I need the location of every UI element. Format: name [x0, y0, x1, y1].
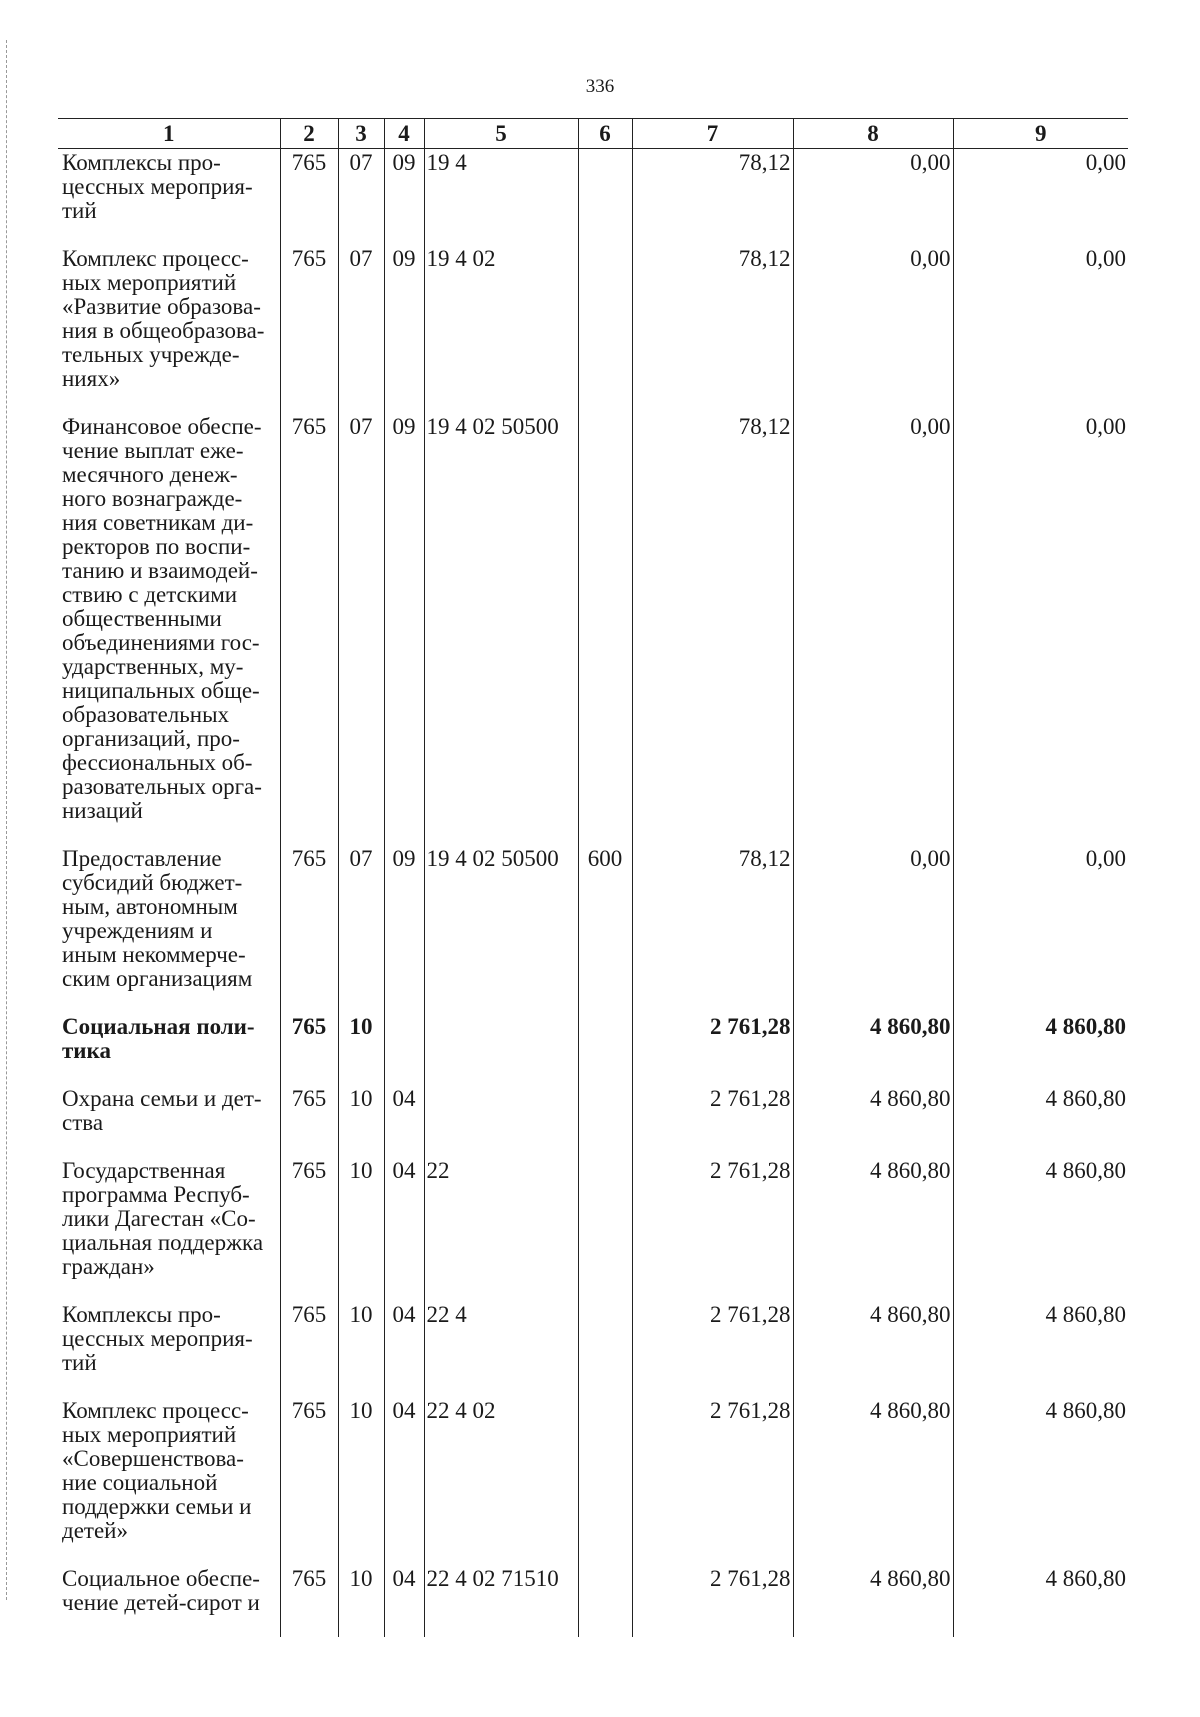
amount-col7-cell: [632, 1565, 793, 1637]
column-header-9: 9: [953, 119, 1128, 149]
row-name-cell-text: Охрана семьи и дет- ства: [62, 1086, 262, 1135]
section-code-cell: [338, 1397, 384, 1565]
section-code-cell-text: 10: [349, 1566, 373, 1591]
subsection-code-cell-text: 09: [392, 846, 416, 871]
amount-col9-cell-text: 4 860,80: [1045, 1086, 1126, 1111]
amount-col7-cell: [632, 1397, 793, 1565]
amount-col8-cell-text: 4 860,80: [870, 1398, 951, 1423]
ministry-code-cell-text: 765: [291, 1566, 327, 1591]
column-header-3: 3: [338, 119, 384, 149]
table-row: [58, 1013, 1128, 1085]
table-row: [58, 1157, 1128, 1301]
subsection-code-cell: [384, 1565, 424, 1637]
header-row: [58, 119, 1128, 149]
amount-col7-cell-text: 78,12: [738, 150, 791, 175]
amount-col7-cell-text: 78,12: [738, 414, 791, 439]
amount-col7-cell-text: 2 761,28: [710, 1302, 791, 1327]
section-code-cell: [338, 1013, 384, 1085]
column-header-7: 7: [632, 119, 793, 149]
amount-col8-cell: [793, 1157, 953, 1301]
ministry-code-cell-text: 765: [291, 1158, 327, 1183]
subsection-code-cell: [384, 1013, 424, 1085]
target-article-cell: [424, 1397, 578, 1565]
amount-col8-cell: [793, 1301, 953, 1397]
subsection-code-cell-text: 04: [392, 1398, 416, 1423]
expense-type-cell: [578, 1565, 632, 1637]
row-name-cell: [58, 413, 280, 845]
row-name-cell: [58, 1157, 280, 1301]
section-code-cell-text: 10: [349, 1086, 373, 1111]
expense-type-cell: [578, 845, 632, 1013]
expense-type-cell: [578, 1085, 632, 1157]
ministry-code-cell-text: 765: [291, 1398, 327, 1423]
subsection-code-cell-text: 04: [392, 1566, 416, 1591]
column-header-1: 1: [58, 119, 280, 149]
target-article-cell-text: 19 4 02: [426, 246, 496, 271]
expense-type-cell: [578, 1157, 632, 1301]
section-code-cell-text: 10: [349, 1158, 373, 1183]
amount-col9-cell-text: 4 860,80: [1045, 1566, 1126, 1591]
amount-col7-cell-text: 78,12: [738, 846, 791, 871]
target-article-cell: [424, 413, 578, 845]
amount-col9-cell-text: 0,00: [1085, 414, 1126, 439]
target-article-cell-text: 22: [426, 1158, 450, 1183]
target-article-cell-text: 19 4 02 50500: [426, 846, 559, 871]
expense-type-cell-text: 600: [587, 846, 623, 871]
amount-col9-cell: [953, 245, 1128, 413]
target-article-cell-text: 22 4 02: [426, 1398, 496, 1423]
table-row: [58, 413, 1128, 845]
ministry-code-cell-text: 765: [291, 414, 327, 439]
amount-col7-cell-text: 2 761,28: [710, 1566, 791, 1591]
subsection-code-cell-text: 09: [392, 150, 416, 175]
section-code-cell: [338, 413, 384, 845]
ministry-code-cell-text: 765: [291, 246, 327, 271]
amount-col9-cell-text: 4 860,80: [1045, 1158, 1126, 1183]
amount-col9-cell-text: 0,00: [1085, 246, 1126, 271]
amount-col9-cell-text: 4 860,80: [1045, 1398, 1126, 1423]
ministry-code-cell: [280, 1397, 338, 1565]
target-article-cell: [424, 149, 578, 246]
amount-col8-cell: [793, 245, 953, 413]
row-name-cell: [58, 1301, 280, 1397]
ministry-code-cell: [280, 149, 338, 246]
amount-col7-cell: [632, 1085, 793, 1157]
amount-col8-cell-text: 0,00: [910, 846, 951, 871]
ministry-code-cell: [280, 1565, 338, 1637]
ministry-code-cell-text: 765: [291, 1086, 327, 1111]
row-name-cell-text: Комплекс процесс- ных мероприятий «Развитие образова- ния в общеобразова- тельных учрежде- ниях»: [62, 246, 265, 391]
subsection-code-cell-text: 09: [392, 414, 416, 439]
amount-col9-cell: [953, 1085, 1128, 1157]
amount-col7-cell-text: 2 761,28: [710, 1086, 791, 1111]
amount-col7-cell: [632, 149, 793, 246]
amount-col7-cell-text: 2 761,28: [710, 1158, 791, 1183]
ministry-code-cell: [280, 1085, 338, 1157]
amount-col8-cell-text: 0,00: [910, 246, 951, 271]
page-number: 336: [585, 76, 615, 97]
ministry-code-cell: [280, 245, 338, 413]
column-header-6: 6: [578, 119, 632, 149]
amount-col9-cell: [953, 845, 1128, 1013]
amount-col8-cell: [793, 845, 953, 1013]
column-header-5: 5: [424, 119, 578, 149]
ministry-code-cell-text: 765: [291, 1014, 327, 1039]
table-row: [58, 149, 1128, 246]
amount-col8-cell-text: 0,00: [910, 414, 951, 439]
target-article-cell-text: 22 4: [426, 1302, 467, 1327]
column-header-8: 8: [793, 119, 953, 149]
ministry-code-cell-text: 765: [291, 846, 327, 871]
amount-col9-cell: [953, 1565, 1128, 1637]
section-code-cell-text: 07: [349, 414, 373, 439]
row-name-cell-text: Предоставление субсидий бюджет- ным, автономным учреждениям и иным некоммерче- ским организациям: [62, 846, 253, 991]
row-name-cell-text: Социальная поли- тика: [62, 1014, 255, 1063]
amount-col9-cell-text: 0,00: [1085, 846, 1126, 871]
amount-col7-cell-text: 78,12: [738, 246, 791, 271]
target-article-cell: [424, 245, 578, 413]
ministry-code-cell: [280, 1013, 338, 1085]
column-header-2: 2: [280, 119, 338, 149]
target-article-cell: [424, 845, 578, 1013]
amount-col7-cell: [632, 1157, 793, 1301]
row-name-cell: [58, 149, 280, 246]
subsection-code-cell: [384, 1301, 424, 1397]
amount-col7-cell-text: 2 761,28: [710, 1014, 791, 1039]
subsection-code-cell-text: 04: [392, 1302, 416, 1327]
amount-col9-cell-text: 4 860,80: [1045, 1014, 1126, 1039]
section-code-cell-text: 07: [349, 246, 373, 271]
amount-col9-cell-text: 4 860,80: [1045, 1302, 1126, 1327]
subsection-code-cell: [384, 149, 424, 246]
target-article-cell-text: 19 4 02 50500: [426, 414, 559, 439]
row-name-cell-text: Государственная программа Респуб- лики Дагестан «Со- циальная поддержка граждан»: [62, 1158, 264, 1279]
target-article-cell-text: 19 4: [426, 150, 467, 175]
amount-col8-cell: [793, 149, 953, 246]
amount-col8-cell-text: 4 860,80: [870, 1302, 951, 1327]
amount-col7-cell: [632, 1013, 793, 1085]
amount-col9-cell: [953, 149, 1128, 246]
amount-col7-cell: [632, 245, 793, 413]
section-code-cell: [338, 245, 384, 413]
section-code-cell: [338, 1085, 384, 1157]
target-article-cell: [424, 1301, 578, 1397]
amount-col8-cell-text: 4 860,80: [870, 1566, 951, 1591]
amount-col9-cell-text: 0,00: [1085, 150, 1126, 175]
row-name-cell-text: Комплексы про- цессных мероприя- тий: [62, 150, 253, 223]
target-article-cell: [424, 1565, 578, 1637]
table-row: [58, 1085, 1128, 1157]
amount-col8-cell-text: 4 860,80: [870, 1014, 951, 1039]
expense-type-cell: [578, 149, 632, 246]
subsection-code-cell-text: 04: [392, 1086, 416, 1111]
table-row: [58, 245, 1128, 413]
left-margin-line: [6, 40, 7, 1600]
target-article-cell: [424, 1157, 578, 1301]
expense-type-cell: [578, 1397, 632, 1565]
subsection-code-cell: [384, 1085, 424, 1157]
amount-col8-cell-text: 0,00: [910, 150, 951, 175]
ministry-code-cell: [280, 1157, 338, 1301]
amount-col7-cell: [632, 845, 793, 1013]
row-name-cell: [58, 1565, 280, 1637]
row-name-cell-text: Финансовое обеспе- чение выплат еже- месячного денеж- ного вознагражде- ния советникам ди- ректоров по воспи- танию и взаимодей- ствию с детскими общественными объединениями гос- ударственных, му- ниципальных обще- образовательных организаций, про- фессиональных об- разовательных орга- низаций: [62, 414, 262, 823]
subsection-code-cell: [384, 245, 424, 413]
amount-col7-cell: [632, 413, 793, 845]
subsection-code-cell-text: 09: [392, 246, 416, 271]
section-code-cell: [338, 1157, 384, 1301]
section-code-cell: [338, 1565, 384, 1637]
expense-type-cell: [578, 245, 632, 413]
budget-table: [58, 118, 1128, 1637]
ministry-code-cell: [280, 1301, 338, 1397]
subsection-code-cell: [384, 413, 424, 845]
target-article-cell-text: 22 4 02 71510: [426, 1566, 559, 1591]
amount-col8-cell: [793, 1085, 953, 1157]
row-name-cell-text: Комплексы про- цессных мероприя- тий: [62, 1302, 253, 1375]
amount-col8-cell-text: 4 860,80: [870, 1086, 951, 1111]
amount-col8-cell: [793, 1565, 953, 1637]
section-code-cell: [338, 149, 384, 246]
section-code-cell-text: 10: [349, 1398, 373, 1423]
target-article-cell: [424, 1085, 578, 1157]
section-code-cell-text: 07: [349, 150, 373, 175]
subsection-code-cell: [384, 845, 424, 1013]
row-name-cell-text: Комплекс процесс- ных мероприятий «Совершенствова- ние социальной поддержки семьи и детей»: [62, 1398, 252, 1543]
amount-col8-cell: [793, 413, 953, 845]
row-name-cell: [58, 845, 280, 1013]
subsection-code-cell: [384, 1157, 424, 1301]
section-code-cell-text: 10: [349, 1302, 373, 1327]
section-code-cell: [338, 1301, 384, 1397]
amount-col9-cell: [953, 413, 1128, 845]
row-name-cell: [58, 1085, 280, 1157]
amount-col7-cell: [632, 1301, 793, 1397]
table-row: [58, 1301, 1128, 1397]
section-code-cell: [338, 845, 384, 1013]
table-row: [58, 1565, 1128, 1637]
table-row: [58, 845, 1128, 1013]
ministry-code-cell-text: 765: [291, 1302, 327, 1327]
amount-col9-cell: [953, 1157, 1128, 1301]
amount-col9-cell: [953, 1301, 1128, 1397]
subsection-code-cell-text: 04: [392, 1158, 416, 1183]
row-name-cell-text: Социальное обеспе- чение детей-сирот и: [62, 1566, 260, 1615]
amount-col9-cell: [953, 1013, 1128, 1085]
row-name-cell: [58, 245, 280, 413]
row-name-cell: [58, 1013, 280, 1085]
ministry-code-cell: [280, 413, 338, 845]
column-header-4: 4: [384, 119, 424, 149]
amount-col8-cell: [793, 1397, 953, 1565]
amount-col9-cell: [953, 1397, 1128, 1565]
section-code-cell-text: 10: [349, 1014, 373, 1039]
table-body: [58, 149, 1128, 1638]
expense-type-cell: [578, 1013, 632, 1085]
amount-col7-cell-text: 2 761,28: [710, 1398, 791, 1423]
ministry-code-cell-text: 765: [291, 150, 327, 175]
amount-col8-cell-text: 4 860,80: [870, 1158, 951, 1183]
ministry-code-cell: [280, 845, 338, 1013]
expense-type-cell: [578, 413, 632, 845]
table-row: [58, 1397, 1128, 1565]
amount-col8-cell: [793, 1013, 953, 1085]
row-name-cell: [58, 1397, 280, 1565]
section-code-cell-text: 07: [349, 846, 373, 871]
expense-type-cell: [578, 1301, 632, 1397]
subsection-code-cell: [384, 1397, 424, 1565]
target-article-cell: [424, 1013, 578, 1085]
